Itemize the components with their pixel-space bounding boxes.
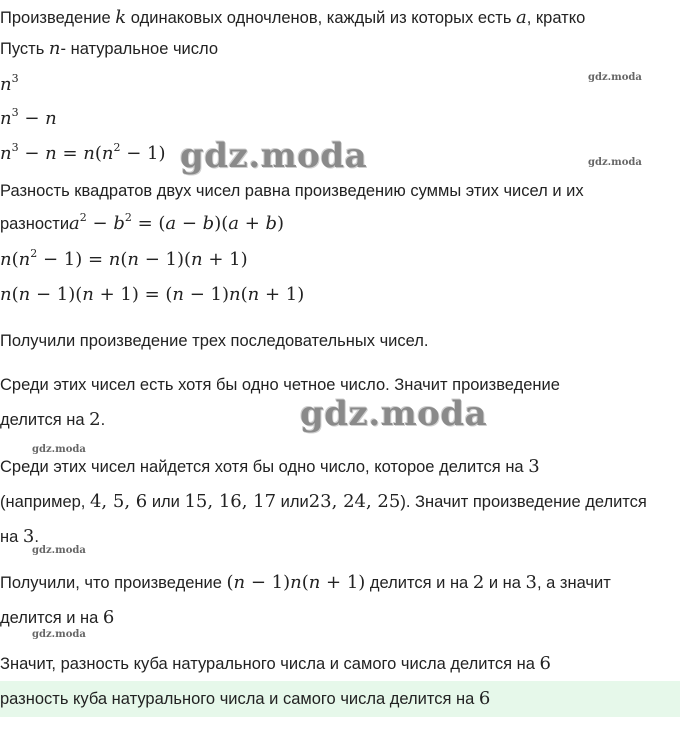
on3-line: на 3. (0, 526, 39, 547)
div3-line: Среди этих чисел найдется хотя бы одно число, которое делится на 3 (0, 456, 540, 477)
formula-reorder: n(n − 1)(n + 1) = (n − 1)n(n + 1) (0, 284, 305, 305)
div2-line: делится на 2. (0, 409, 106, 430)
conclusion-line: Значит, разность куба натурального числа и самого числа делится на 6 (0, 653, 551, 674)
watermark-small-3: gdz.moda (32, 444, 86, 455)
diff-squares-formula-line: разностиa$^2$ − $b^2 = (a - b)(a + b)$ (0, 211, 285, 234)
watermark-big-1: gdz.moda (180, 136, 368, 176)
product-text: Получили произведение трех последовательных чисел. (0, 332, 429, 350)
diff-squares-text: Разность квадратов двух чисел равна произведению суммы этих чисел и их (0, 182, 584, 200)
watermark-small-5: gdz.moda (32, 629, 86, 640)
watermark-small-2: gdz.moda (588, 157, 642, 168)
formula-n-cubed-minus-n: $n^3 - n$ (0, 106, 57, 129)
example-line: (например, 4, 5, 6 или 15, 16, 17 или23, 24, 25). Значит произведение делится (0, 491, 647, 512)
div6-line: делится и на 6 (0, 607, 115, 628)
let-line: Пусть n- натуральное число (0, 38, 219, 59)
answer-line: разность куба натурального числа и самого числа делится на 6 (0, 688, 491, 709)
even-text: Среди этих чисел есть хотя бы одно четное число. Значит произведение (0, 376, 560, 394)
got-line: Получили, что произведение (n − 1)n(n + 1) делится и на 2 и на 3, а значит (0, 572, 611, 593)
formula-factor-n: $n^3 - n = n(n^2 - 1)$ (0, 141, 166, 164)
watermark-big-2: gdz.moda (300, 394, 488, 434)
intro-line: Произведение k одинаковых одночленов, каждый из которых есть a, кратко (0, 7, 586, 28)
formula-n-cubed: $n^3$ (0, 72, 19, 95)
watermark-small-4: gdz.moda (32, 545, 86, 556)
formula-expand: $n(n^2 - 1) = n(n - 1)(n + 1)$ (0, 247, 248, 270)
watermark-small-1: gdz.moda (588, 72, 642, 83)
